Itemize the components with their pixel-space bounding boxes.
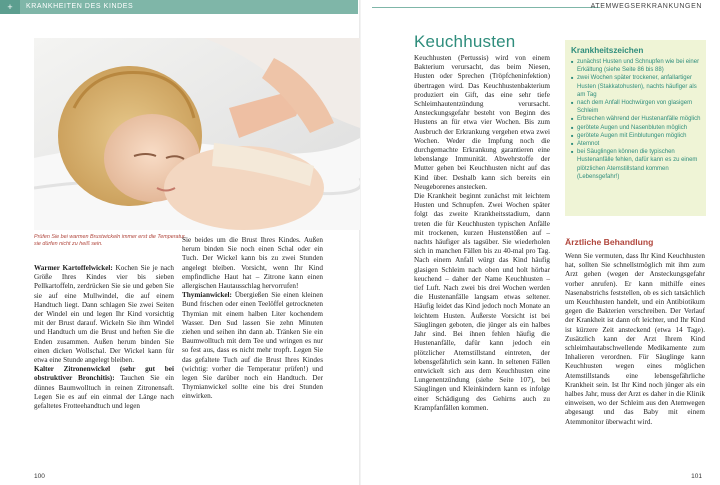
list-item: ■ zwei Wochen später trockener, anfallartiger Husten (Stakkatohusten), nachts häufiger als am Tag (571, 74, 701, 99)
list-item: ■ nach dem Anfall Hochwürgen von glasigem Schleim (571, 99, 701, 115)
list-item: ■ Atemnot (571, 140, 701, 148)
list-item: ■ bei Säuglingen können die typischen Hustenanfälle fehlen, dafür kann es zu einem plötzlichen Atemstillstand kommen (Lebensgefahr!) (571, 148, 701, 181)
paragraph: Wenn Sie vermuten, dass Ihr Kind Keuchhusten hat, sollten Sie schnellstmöglich mit ihm zum Arzt gehen (wegen der Ansteckungsgefahr vorher anrufen). Er kann mithilfe eines Nasenabstrichs feststellen, ob es sich tatsächlich um Keuchhusten handelt, und ein Antibiotikum gegen die Bakterien verschreiben. Der Verlauf der Krankheit ist dann oft leichter, und Ihr Kind ist kürzere Zeit ansteckend (etwa 14 Tage). Zusätzlich kann der Arzt Ihrem Kind schleimhautabschwellende Medikamente zum Inhalieren verordnen. Für Säuglinge kann Keuchhusten wegen eines möglichen Atemstillstands eine lebensgefährliche Krankheit sein. Ist Ihr Kind noch jünger als ein halbes Jahr, muss der Arzt es daher in die Klinik einweisen, wo der Schleim aus den Atemwegen abgesaugt und das Baby mit einem Atemmonitor überwacht wird. (565, 252, 705, 426)
page-number-left: 100 (34, 473, 45, 480)
right-column-1 (414, 54, 550, 413)
paragraph-text: Kochen Sie je nach Größe Ihres Kindes vier bis sieben Pellkartoffeln, zerdrücken Sie sie und geben Sie sie auf eine Mullwindel, die auf einem Handtuch liegt. Dann schlagen Sie zwei Seiten der Windel ein und legen Ihr Kind vorsichtig mit der Brust darauf. Wickeln Sie ihm Windel und Handtuch um die Brust und heften Sie die Enden zusammen. Außen herum binden Sie einen dicken Wollschal. Der Wickel kann für etwa eine Stunde angelegt bleiben. (34, 264, 174, 365)
symptoms-list (571, 58, 701, 181)
plus-icon: + (0, 0, 20, 14)
list-item: ■ Erbrechen während der Hustenanfälle möglich (571, 115, 701, 123)
paragraph: Die Krankheit beginnt zunächst mit leichtem Husten und Schnupfen. Zwei Wochen später folgt das zweite Krankheitsstadium, dann treten die für Keuchhusten typischen Anfälle mit trockenen, kurzen Hustenstößen auf – nachts häufiger als tagsüber. Sie wiederholen sich in manchen Fällen bis zu 40-mal pro Tag. Nach einem Anfall würgt das Kind häufig glasigen Schleim nach oben und holt hörbar keuchend – daher der Name Keuchhusten – tief Luft. Nach zwei bis drei Wochen werden die Hustenanfälle langsam etwas seltener. Häufig leidet das Kind jedoch noch Monate an leichtem Husten. Äußerste Vorsicht ist bei Säuglingen geboten, die jünger als ein halbes Jahr sind. Bei ihnen fehlen häufig die Hustenanfälle, dafür kann jedoch ein plötzlicher Atemstillstand eintreten, der lebensgefährlich sein kann. In seltenen Fällen entwickelt sich aus dem Keuchhusten eine Lungenentzündung (siehe Seite 107), bei Säuglingen und Kleinkindern kann es infolge einer Schädigung des Gehirns auch zu Krampfanfällen kommen. (414, 192, 550, 412)
paragraph-text: Übergießen Sie einen kleinen Bund frischen oder einen Teelöffel getrockneten Thymian mit einem halben Liter kochendem Wasser. Den Sud lassen Sie zehn Minuten ziehen und seihen ihn dann ab. Tränken Sie ein Baumwolltuch mit dem Tee und wringen es nur so fest aus, dass es nicht mehr tropft. Legen Sie das gefaltete Tuch auf die Brust Ihres Kindes (wichtig: vorher die Temperatur prüfen!) und legen Sie darüber noch ein Handtuch. Der Thymianwickel sollte eine bis drei Stunden einwirken. (182, 291, 323, 401)
right-page-header (362, 0, 720, 14)
section-heading: Ärztliche Behandlung (565, 237, 654, 247)
right-column-2 (565, 252, 705, 427)
photo-caption: Prüfen Sie bei warmen Brustwickeln immer erst die Temperatur, sie dürfen nicht zu heiß sein. (34, 234, 186, 248)
left-page-header (0, 0, 358, 14)
symptoms-box (565, 40, 706, 216)
left-header-label: KRANKHEITEN DES KINDES (26, 3, 134, 10)
paragraph (34, 264, 174, 365)
box-title: Krankheitszeichen (571, 46, 644, 55)
paragraph-text: Sie beides um die Brust Ihres Kindes. Außen herum binden Sie noch einen Schal oder ein Tuch. Der Wickel kann bis zu zwei Stunden angelegt bleiben. Vorsicht, wenn Ihr Kind empfindliche Haut hat – Zitrone kann einen allergischen Hautausschlag hervorrufen! (182, 236, 323, 291)
page-number-right: 101 (691, 473, 702, 480)
left-column-1 (34, 264, 174, 411)
right-header-label: ATEMWEGSERKRANKUNGEN (590, 3, 702, 10)
term: Kalter Zitronenwickel (sehr gut bei obstruktiver Bronchitis): (34, 365, 174, 383)
paragraph-text: Tauchen Sie ein dünnes Baumwolltuch in reinen Zitronensaft. Legen Sie es auf ein einmal der Länge nach gefaltetes Frotteehandtuch und legen (34, 374, 175, 411)
list-item: ■ gerötete Augen mit Einblutungen möglich (571, 132, 701, 140)
list-item: ■ gerötete Augen und Nasenbluten möglich (571, 124, 701, 132)
photo-child-chest-wrap (34, 38, 360, 230)
paragraph (34, 365, 174, 411)
left-column-2 (182, 236, 323, 402)
term: Warmer Kartoffelwickel: (34, 264, 113, 272)
paragraph (182, 291, 323, 401)
paragraph: Keuchhusten (Pertussis) wird von einem Bakterium verursacht, das beim Niesen, Husten oder Sprechen (Tröpfcheninfektion) übertragen wird. Das Keuchhustenbakterium produziert ein Gift, das eine sehr tiefe Schleimhautentzündung verursacht. Ansteckungsgefahr besteht von Beginn des Hustens an für etwa vier Wochen. Bis zum Ausbruch der Erkrankung vergehen etwa zwei Wochen. Weder die Impfung noch die durchgemachte Erkrankung garantieren eine lebenslange Immunität. Abwehrstoffe der Mutter gehen bei Keuchhusten nicht auf das Kind über. Deshalb kann sich bereits ein Neugeborenes anstecken. (414, 54, 550, 191)
paragraph (182, 236, 323, 291)
page-title: Keuchhusten (414, 32, 516, 51)
list-item: ■ zunächst Husten und Schnupfen wie bei einer Erkältung (siehe Seite 86 bis 88) (571, 58, 701, 74)
header-rule (372, 7, 600, 8)
term: Thymianwickel: (182, 291, 232, 300)
